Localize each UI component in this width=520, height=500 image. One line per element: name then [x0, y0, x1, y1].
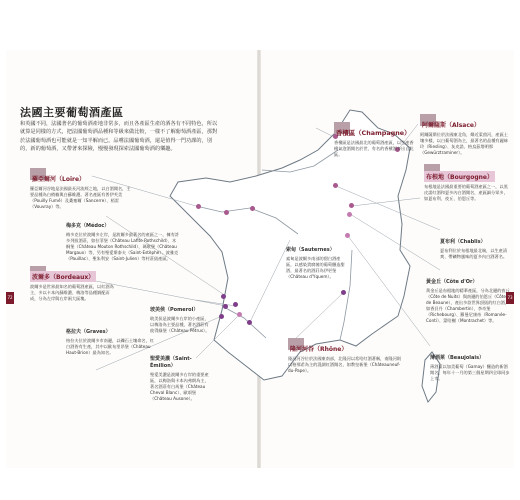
region-text-sauternes: 索甸是波爾多南部的甜白酒產區，以感染貴腐菌的葡萄釀造甜酒，最著名的酒莊為伊更堡（Château d'Yquem）。: [286, 256, 345, 279]
region-text-beaujolais: 薄酒萊以加美葡萄（Gamay）釀造的新酒聞名，每年十一月的第三個星期四全球同步上市。: [430, 364, 510, 381]
region-text-medoc: 梅多克位於波爾多左岸，是波爾多最著名的產區之一，擁有許多列級酒莊，如拉菲堡（Château Lafite Rothschild）、木桐堡（Château Mouton Rothschild）、瑪歌堡（Château Margaux）等，另有聖愛斯泰夫（Saint-Estèphe）、波雅克（Pauillac）、聖朱利安（Saint-Julien）等村莊級產區。: [66, 232, 180, 261]
region-medoc: [66, 212, 180, 262]
region-loire: [30, 166, 134, 210]
region-label-pomerol: 玻美侯（Pomerol）: [150, 307, 199, 313]
marker-graves: [219, 314, 224, 319]
region-label-graves: 格拉夫（Graves）: [66, 329, 111, 335]
region-text-bourgogne: 布根地是法國最重要的葡萄酒產區之一，以黑皮諾紅酒和夏多內白酒聞名，產區細分眾多，如夏布利、夜丘、伯恩丘等。: [424, 184, 508, 201]
region-label-sauternes: 索甸（Sauternes）: [286, 247, 335, 253]
region-bourgogne: [424, 164, 510, 202]
region-beaujolais: [430, 344, 510, 382]
region-label-alsace: 阿爾薩斯（Alsace）: [422, 122, 480, 129]
region-chablis: [440, 228, 510, 260]
region-text-pomerol: 玻美侯是波爾多右岸的小產區，以梅洛為主要品種，著名酒莊有彼得綠堡（Château Pétrus）。: [150, 316, 210, 333]
marker-bordeaux: [223, 304, 228, 309]
region-text-chablis: 夏布利位於布根地最北端，以生產清爽、帶礦物風味的夏多內白酒著名。: [440, 248, 508, 259]
region-label-bordeaux: 波爾多（Bordeaux）: [30, 271, 96, 282]
page-title: 法國主要葡萄酒產區: [20, 106, 124, 119]
intro-text: 和英國不同，法國著名的葡萄酒產地非常多，而且各產區生產的酒各有不同特色，所以就算是同樣的方式，把法國葡萄酒品種和等級來做比較，一樣不了解葡萄酒產區，那對於法國葡萄酒也可能就是一知半解而已。品嚐法國葡萄酒，還是值得一門功課的，別的，新的葡萄酒，又帶著來探險，慢慢發現探索法國葡萄酒的樂趣。: [20, 121, 218, 153]
region-label-rhone: 隆河河谷（Rhône）: [290, 346, 348, 353]
marker-loire-2: [224, 210, 229, 215]
marker-bourgogne: [349, 203, 354, 208]
region-label-medoc: 梅多克（Médoc）: [66, 223, 110, 229]
marker-medoc: [221, 294, 226, 299]
region-label-loire: 羅亞爾河（Loire）: [32, 176, 86, 183]
region-graves: [66, 318, 158, 356]
marker-cote-dor: [347, 212, 352, 217]
marker-saint-emilion: [237, 312, 242, 317]
region-text-cote-dor: 黃金丘是布根地的精華產區，分為北邊的夜丘（Côte de Nuits）與南邊的伯恩丘（Côte de Beaune），產出多款世界頂級的紅白酒，如香貝丹（Chambertin）、李奇堡（Richebourg）、羅曼尼康帝（Romanée-Conti）、蒙哈榭（Montrachet）等。: [426, 288, 510, 323]
marker-sauternes: [247, 320, 252, 325]
region-text-loire: 羅亞爾河谷地是法國最長河流經之地，以白酒聞名，主要品種為白梢楠與白蘇維濃。著名產區有普伊芙美（Pouilly Fumé）及桑塞爾（Sancerre）、梧雷（Vouvray）等。: [30, 186, 131, 209]
marker-pomerol: [233, 302, 238, 307]
region-label-cote-dor: 黃金丘（Côte d'Or）: [426, 279, 478, 285]
page-number-left: 72: [6, 292, 14, 304]
marker-chablis: [333, 183, 338, 188]
region-saint-emilion: [150, 352, 212, 402]
region-label-chablis: 夏布利（Chablis）: [440, 239, 486, 245]
region-champagne: [334, 120, 414, 158]
region-cote-dor: [426, 268, 510, 324]
region-pomerol: [150, 296, 210, 334]
region-alsace: [420, 112, 510, 156]
region-text-bordeaux: 波爾多是世界最知名的葡萄酒產區，以紅酒為主，多以卡本內蘇維濃、梅洛等品種調配而成，分為左岸與右岸兩大區塊。: [30, 284, 114, 301]
marker-rhone: [341, 290, 346, 295]
region-label-champagne: 香檳區（Champagne）: [336, 129, 411, 137]
region-text-alsace: 阿爾薩斯位於法國東北角，鄰近萊茵河，產區土壤多樣，以白葡萄酒為主，最著名的品種有麗絲玲（Riesling）、灰皮諾、格烏茲塔明那（Gewürztraminer）。: [420, 132, 508, 155]
region-label-beaujolais: 薄酒萊（Beaujolais）: [430, 355, 485, 361]
region-sauternes: [286, 236, 346, 280]
region-rhone: [288, 336, 402, 374]
region-text-rhone: 隆河河谷位於法國東南部，北隆河以希哈紅酒著稱，南隆河則以格那希為主的混調紅酒聞名，如教皇新堡（Châteauneuf-du-Pape）。: [288, 356, 402, 373]
region-text-graves: 格拉夫位於波爾多市南邊，以礫石土壤命名，紅白酒皆有生產，其中以歐布里昂堡（Château Haut-Brion）最為知名。: [66, 338, 154, 355]
region-label-saint-emilion: 聖愛美濃（Saint-Émilion）: [150, 356, 192, 369]
page-number-right: 73: [506, 292, 514, 304]
region-text-champagne: 香檳區是法國最北的葡萄酒產區，以生產香檳氣泡酒聞名於世，有名的香檳酒多出自此區。: [334, 140, 414, 157]
marker-loire-1: [196, 204, 201, 209]
marker-loire-3: [250, 206, 255, 211]
region-label-bourgogne: 布根地（Bourgogne）: [424, 171, 495, 182]
region-bordeaux: [30, 264, 116, 302]
region-text-saint-emilion: 聖愛美濃是波爾多右岸的重要產區，以梅洛與卡本內弗朗為主，著名酒莊有白馬堡（Château Cheval Blanc）、歐頌堡（Château Ausone）。: [150, 372, 209, 401]
